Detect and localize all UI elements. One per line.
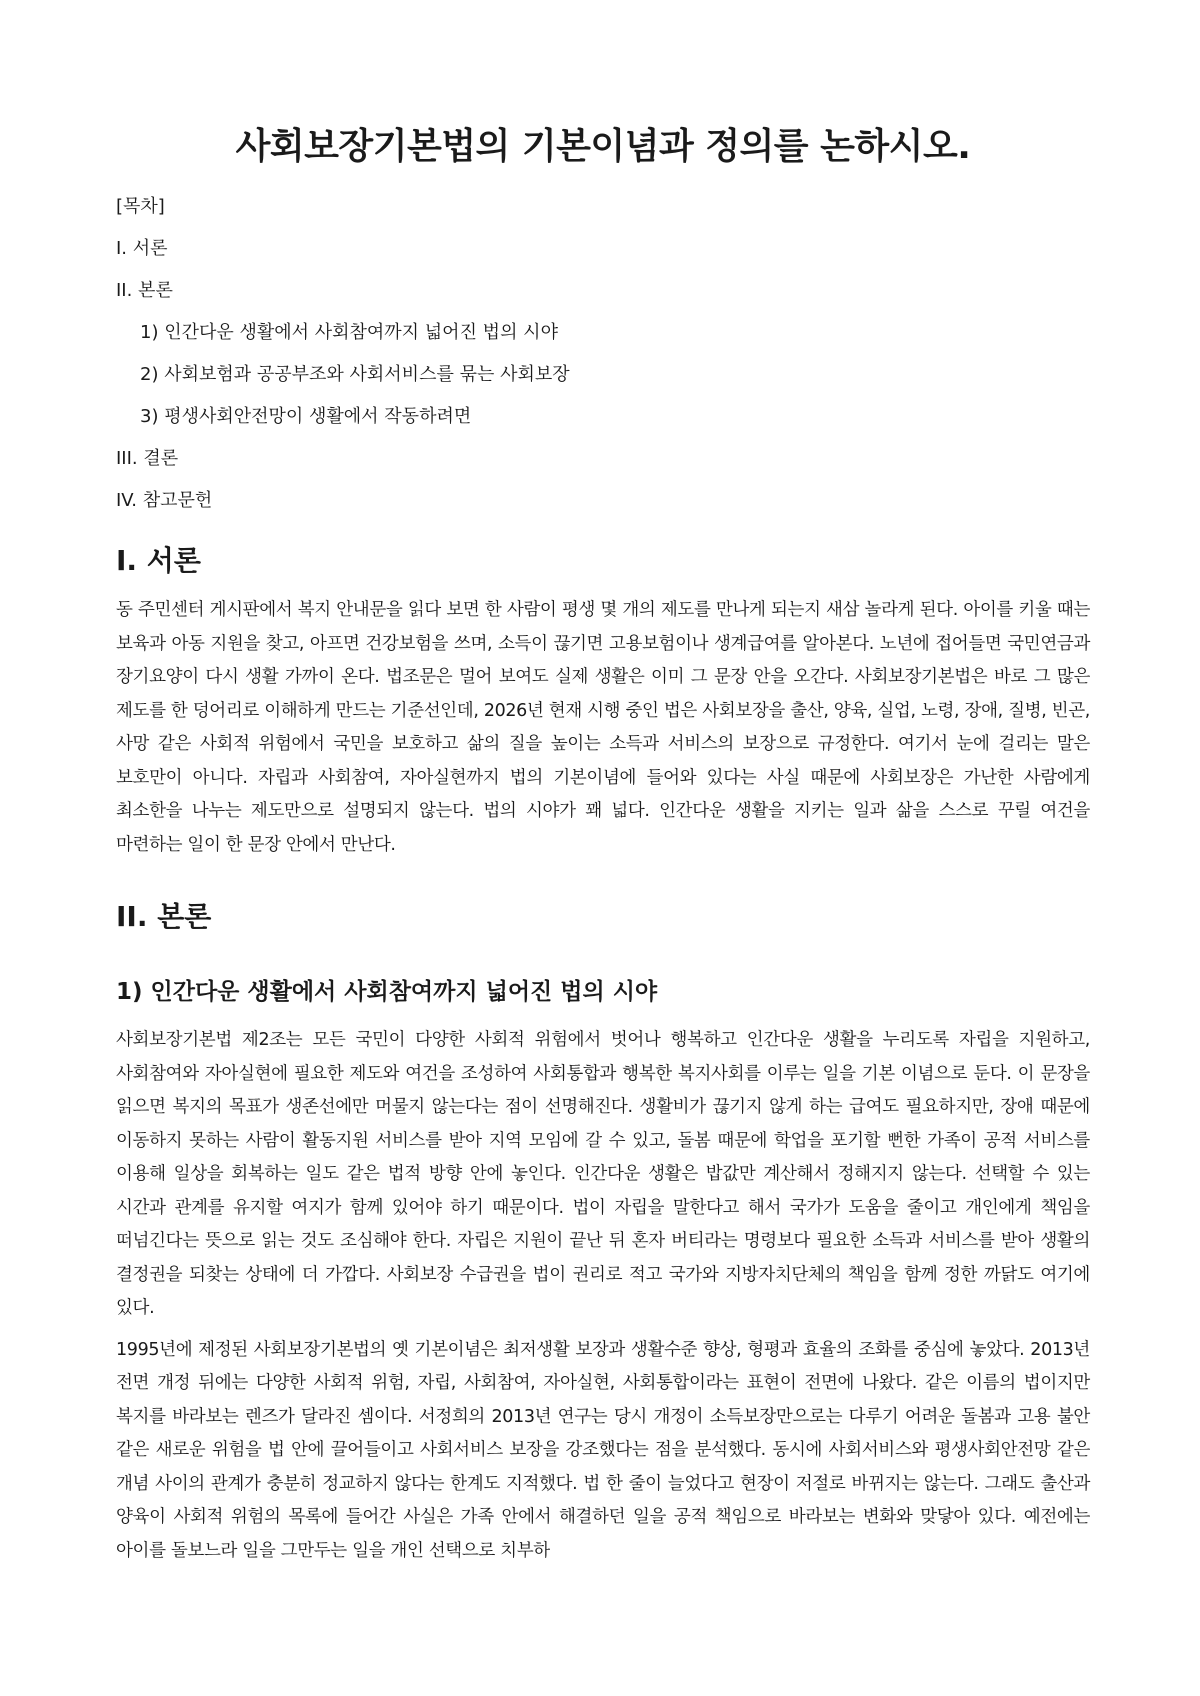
section-heading-body: II. 본론 (116, 900, 212, 933)
document-title: 사회보장기본법의 기본이념과 정의를 논하시오. (235, 126, 971, 167)
toc-item-intro: I. 서론 (116, 238, 168, 259)
toc-item-references: IV. 참고문헌 (116, 490, 213, 511)
table-of-contents (116, 186, 1090, 522)
subsection-heading-1: 1) 인간다운 생활에서 사회참여까지 넓어진 법의 시야 (116, 979, 658, 1005)
toc-item-body-sub1: 1) 인간다운 생활에서 사회참여까지 넓어진 법의 시야 (140, 322, 558, 343)
toc-item-body: II. 본론 (116, 280, 173, 301)
document-page (116, 0, 1090, 1568)
section-heading-intro: I. 서론 (116, 544, 201, 577)
toc-label: [목차] (116, 196, 165, 217)
body-paragraph-2: 1995년에 제정된 사회보장기본법의 옛 기본이념은 최저생활 보장과 생활수준 향상, 형평과 효율의 조화를 중심에 놓았다. 2013년 전면 개정 뒤에는 다양한 사회적 위험, 자립, 사회참여, 자아실현, 사회통합이라는 표현이 전면에 나왔다. 같은 이름의 법이지만 복지를 바라보는 렌즈가 달라진 셈이다. 서정희의 2013년 연구는 당시 개정이 소득보장만으로는 다루기 어려운 돌봄과 고용 불안 같은 새로운 위험을 법 안에 끌어들이고 사회서비스 보장을 강조했다는 점을 분석했다. 동시에 사회서비스와 평생사회안전망 같은 개념 사이의 관계가 충분히 정교하지 않다는 한계도 지적했다. 법 한 줄이 늘었다고 현장이 저절로 바뀌지는 않는다. 그래도 출산과 양육이 사회적 위험의 목록에 들어간 사실은 가족 안에서 해결하던 일을 공적 책임으로 바라보는 변화와 맞닿아 있다. 예전에는 아이를 돌보느라 일을 그만두는 일을 개인 선택으로 치부하 (116, 1339, 1090, 1561)
intro-paragraph: 동 주민센터 게시판에서 복지 안내문을 읽다 보면 한 사람이 평생 몇 개의 제도를 만나게 되는지 새삼 놀라게 된다. 아이를 키울 때는 보육과 아동 지원을 찾고, 아프면 건강보험을 쓰며, 소득이 끊기면 고용보험이나 생계급여를 알아본다. 노년에 접어들면 국민연금과 장기요양이 다시 생활 가까이 온다. 법조문은 멀어 보여도 실제 생활은 이미 그 문장 안을 오간다. 사회보장기본법은 바로 그 많은 제도를 한 덩어리로 이해하게 만드는 기준선인데, 2026년 현재 시행 중인 법은 사회보장을 출산, 양육, 실업, 노령, 장애, 질병, 빈곤, 사망 같은 사회적 위험에서 국민을 보호하고 삶의 질을 높이는 소득과 서비스의 보장으로 규정한다. 여기서 눈에 걸리는 말은 보호만이 아니다. 자립과 사회참여, 자아실현까지 법의 기본이념에 들어와 있다는 사실 때문에 사회보장은 가난한 사람에게 최소한을 나누는 제도만으로 설명되지 않는다. 법의 시야가 꽤 넓다. 인간다운 생활을 지키는 일과 삶을 스스로 꾸릴 여건을 마련하는 일이 한 문장 안에서 만난다. (116, 600, 1090, 855)
toc-item-body-sub3: 3) 평생사회안전망이 생활에서 작동하려면 (140, 406, 472, 427)
body-paragraph-1: 사회보장기본법 제2조는 모든 국민이 다양한 사회적 위험에서 벗어나 행복하고 인간다운 생활을 누리도록 자립을 지원하고, 사회참여와 자아실현에 필요한 제도와 여건을 조성하여 사회통합과 행복한 복지사회를 이루는 일을 기본 이념으로 둔다. 이 문장을 읽으면 복지의 목표가 생존선에만 머물지 않는다는 점이 선명해진다. 생활비가 끊기지 않게 하는 급여도 필요하지만, 장애 때문에 이동하지 못하는 사람이 활동지원 서비스를 받아 지역 모임에 갈 수 있고, 돌봄 때문에 학업을 포기할 뻔한 가족이 공적 서비스를 이용해 일상을 회복하는 일도 같은 법적 방향 안에 놓인다. 인간다운 생활은 밥값만 계산해서 정해지지 않는다. 선택할 수 있는 시간과 관계를 유지할 여지가 함께 있어야 하기 때문이다. 법이 자립을 말한다고 해서 국가가 도움을 줄이고 개인에게 책임을 떠넘긴다는 뜻으로 읽는 것도 조심해야 한다. 자립은 지원이 끝난 뒤 혼자 버티라는 명령보다 필요한 소득과 서비스를 받아 생활의 결정권을 되찾는 상태에 더 가깝다. 사회보장 수급권을 법이 권리로 적고 국가와 지방자치단체의 책임을 함께 정한 까닭도 여기에 있다. (116, 1030, 1090, 1318)
toc-item-conclusion: III. 결론 (116, 448, 179, 469)
toc-item-body-sub2: 2) 사회보험과 공공부조와 사회서비스를 묶는 사회보장 (140, 364, 570, 385)
